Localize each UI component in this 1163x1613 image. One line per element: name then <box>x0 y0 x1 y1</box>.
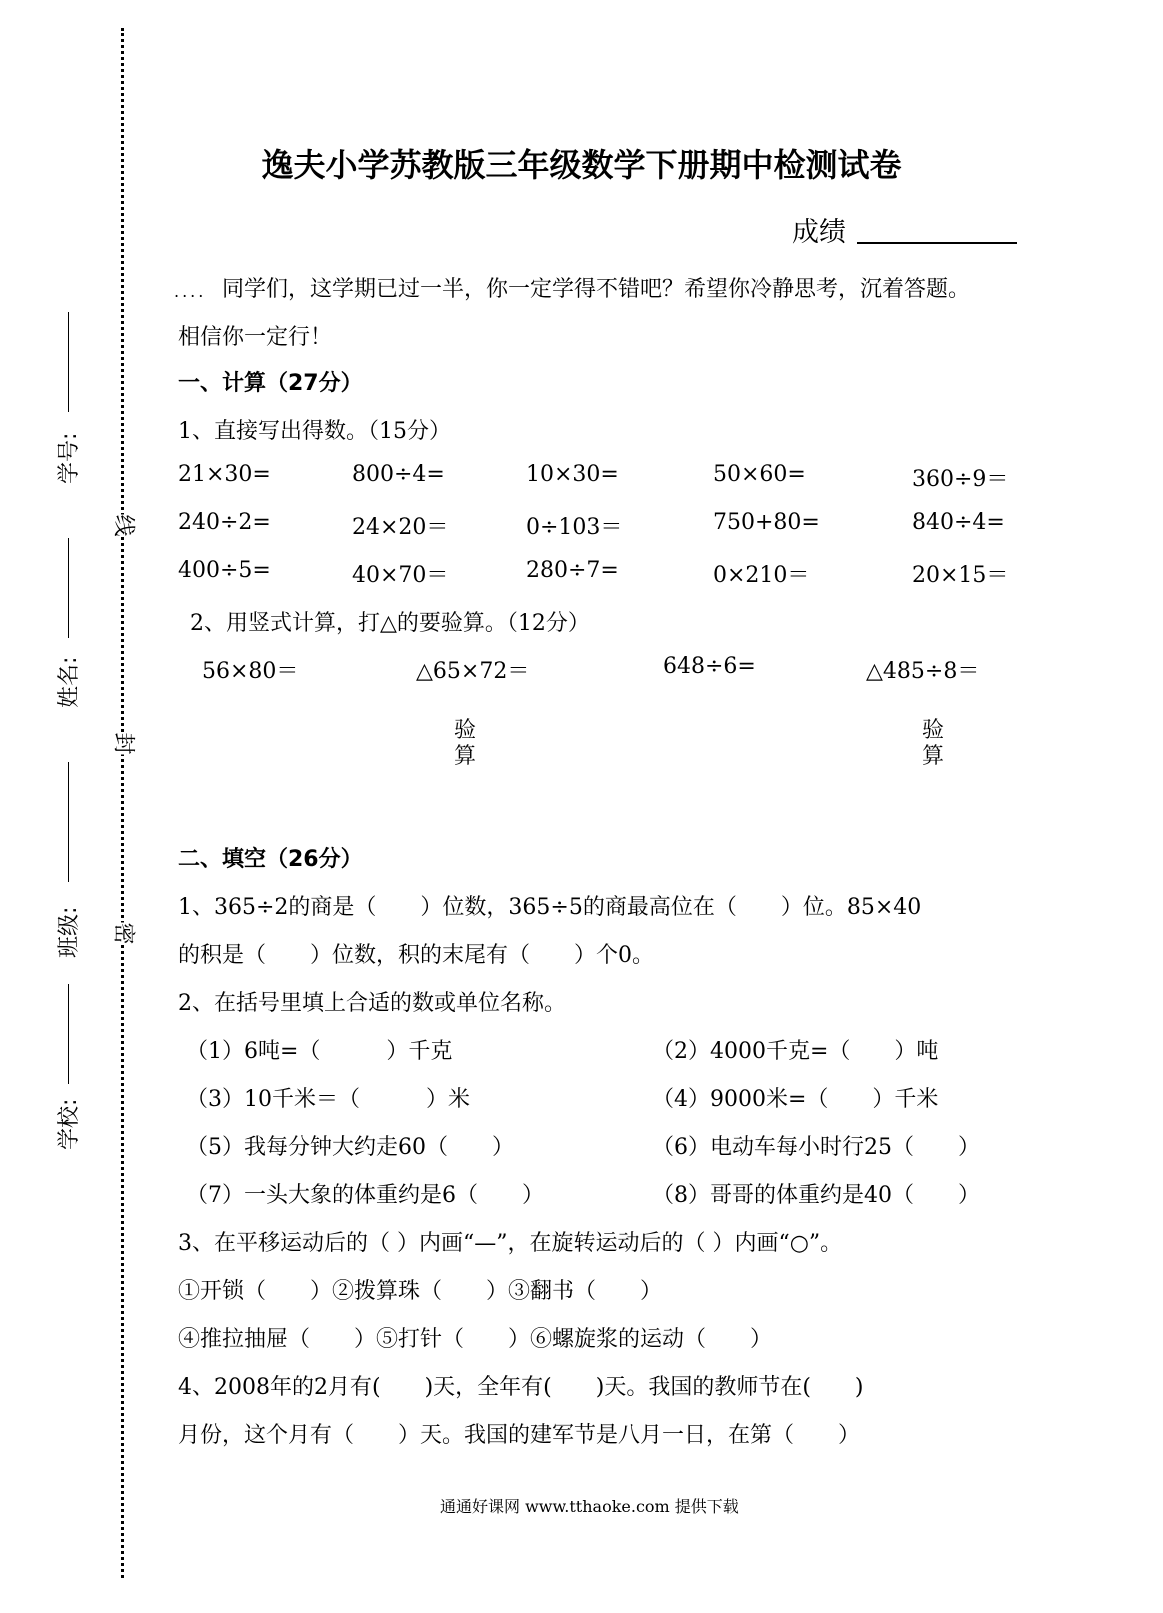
calc-r2-c4: 750+80= <box>713 510 820 535</box>
intro-line-1: 同学们，这学期已过一半，你一定学得不错吧？希望你冷静思考，沉着答题。 <box>222 277 971 302</box>
section-2-heading: 二、填空（26分） <box>178 847 363 872</box>
fill-q4-line-1: 4、2008年的2月有( )天，全年有( )天。我国的教师节在( ) <box>178 1375 864 1400</box>
school-label: 学校: <box>57 1098 82 1150</box>
verify-label-1: 验算 <box>453 718 476 769</box>
student-id-label: 学号: <box>57 432 82 484</box>
fill-q2-item-1: （1）6吨=（ ）千克 <box>186 1039 453 1064</box>
calc-r1-c5: 360÷9＝ <box>912 467 1009 492</box>
score-label: 成绩 <box>792 217 846 248</box>
calc-r1-c2: 800÷4= <box>352 462 445 487</box>
class-label: 班级: <box>57 906 82 958</box>
footer-credit: 通通好课网 www.tthaoke.com 提供下载 <box>440 1497 739 1516</box>
page-title: 逸夫小学苏教版三年级数学下册期中检测试卷 <box>261 146 902 184</box>
vertical-calc-4: △485÷8＝ <box>866 659 980 684</box>
seal-char-seal: 封 <box>110 732 141 754</box>
fill-q4-line-2: 月份，这个月有（ ）天。我国的建军节是八月一日，在第（ ） <box>178 1423 861 1448</box>
vertical-calc-3: 648÷6= <box>663 654 756 679</box>
calc-r3-c5: 20×15＝ <box>912 563 1009 588</box>
fill-q2-item-2: （2）4000千克=（ ）吨 <box>652 1039 939 1064</box>
fill-q2-item-3: （3）10千米＝（ ）米 <box>186 1087 470 1112</box>
calc-r2-c3: 0÷103＝ <box>526 515 623 540</box>
seal-char-close: 密 <box>110 922 141 944</box>
fill-q2-item-7: （7）一头大象的体重约是6（ ） <box>186 1183 544 1208</box>
calc-r2-c5: 840÷4= <box>912 510 1005 535</box>
seal-char-line: 线 <box>110 514 141 536</box>
fill-q2-item-5: （5）我每分钟大约走60（ ） <box>186 1135 514 1160</box>
calc-r3-c1: 400÷5= <box>178 558 271 583</box>
fill-q1-line-1: 1、365÷2的商是（ ）位数，365÷5的商最高位在（ ）位。85×40 <box>178 895 922 920</box>
calc-r1-c4: 50×60= <box>713 462 806 487</box>
fill-q3-line-2: ④推拉抽屉（ ）⑤打针（ ）⑥螺旋浆的运动（ ） <box>178 1327 773 1352</box>
intro-line-2: 相信你一定行！ <box>178 325 333 350</box>
binding-dotted-line <box>121 28 124 1578</box>
score-blank-line <box>857 242 1017 244</box>
section-1-heading: 一、计算（27分） <box>178 371 363 396</box>
school-line <box>68 984 69 1084</box>
fill-q1-line-2: 的积是（ ）位数，积的末尾有（ ）个0。 <box>178 943 654 968</box>
fill-q3-line-1: ①开锁（ ）②拨算珠（ ）③翻书（ ） <box>178 1279 663 1304</box>
calc-r2-c2: 24×20＝ <box>352 515 449 540</box>
class-line <box>68 762 69 882</box>
fill-q3-title: 3、在平移运动后的（ ）内画“—”，在旋转运动后的（ ）内画“○”。 <box>178 1231 843 1256</box>
fill-q2-item-8: （8）哥哥的体重约是40（ ） <box>652 1183 980 1208</box>
name-label: 姓名: <box>57 656 82 708</box>
calc-r3-c4: 0×210＝ <box>713 563 810 588</box>
calc-r1-c1: 21×30= <box>178 462 271 487</box>
calc-r1-c3: 10×30= <box>526 462 619 487</box>
intro-dots: .... <box>174 282 207 301</box>
calc-r3-c3: 280÷7= <box>526 558 619 583</box>
vertical-calc-2: △65×72＝ <box>416 659 530 684</box>
calc-r3-c2: 40×70＝ <box>352 563 449 588</box>
vertical-calc-1: 56×80＝ <box>202 659 299 684</box>
name-line <box>68 538 69 638</box>
fill-q2-item-4: （4）9000米=（ ）千米 <box>652 1087 939 1112</box>
q1-title: 1、直接写出得数。（15分） <box>178 419 451 444</box>
student-id-line <box>68 312 69 412</box>
calc-r2-c1: 240÷2= <box>178 510 271 535</box>
q2-title: 2、用竖式计算，打△的要验算。（12分） <box>190 611 590 636</box>
verify-label-2: 验算 <box>921 718 944 769</box>
fill-q2-title: 2、在括号里填上合适的数或单位名称。 <box>178 991 566 1016</box>
fill-q2-item-6: （6）电动车每小时行25（ ） <box>652 1135 980 1160</box>
